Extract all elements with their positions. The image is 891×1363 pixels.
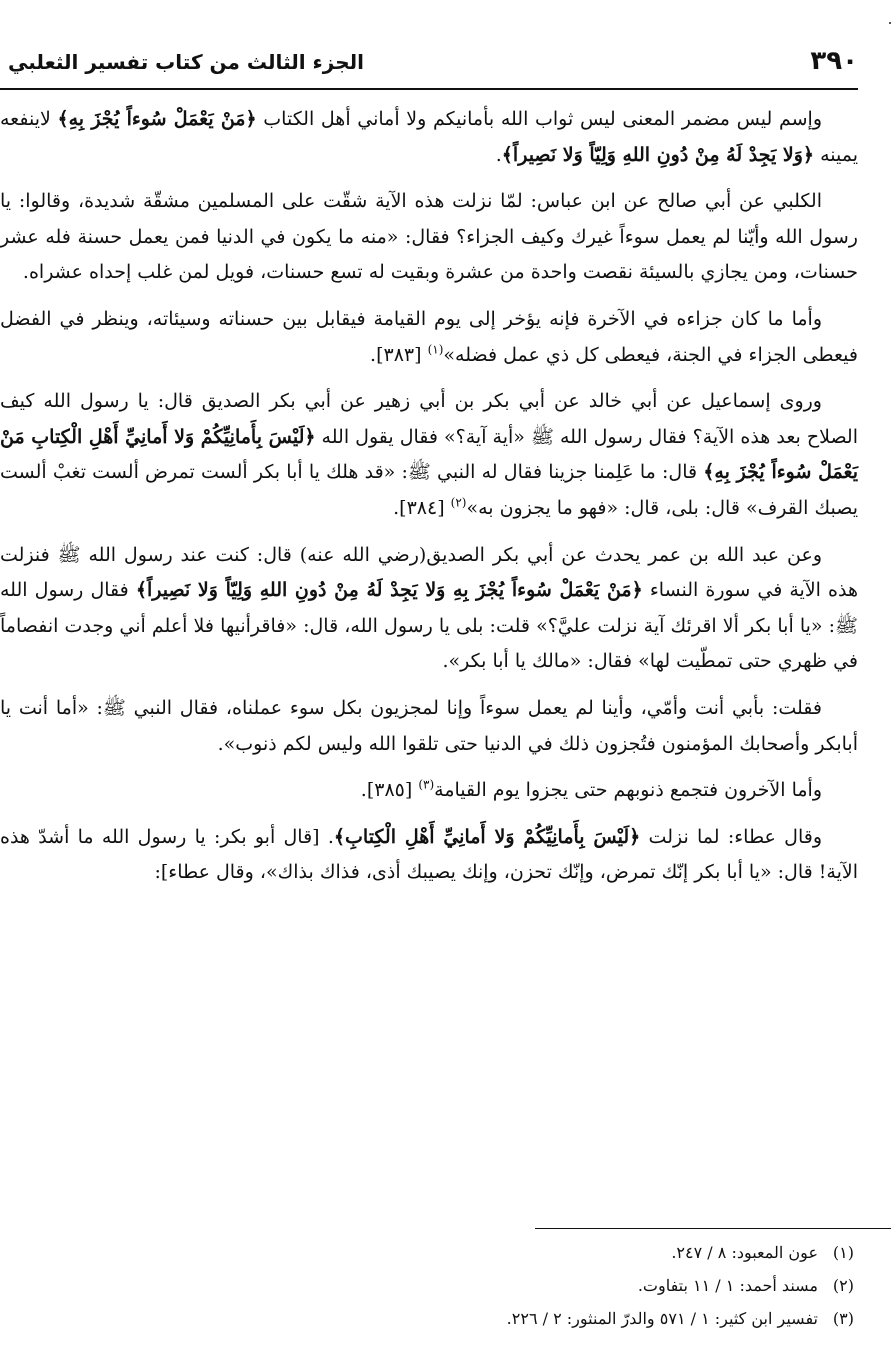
paragraph-text: [٣٨٤]. <box>393 496 451 519</box>
paragraph-text: . <box>495 143 502 166</box>
paragraph <box>0 102 858 173</box>
footnote-reference: (٣) <box>418 777 435 792</box>
footnote-rule <box>535 1228 891 1229</box>
paragraph-text: فقلت: بأبي أنت وأمّي، وأينا لم يعمل سوءاً وإنا لمجزيون بكل سوء عملناه، فقال النبي ﷺ: «أما أنت يا أبابكر وأصحابك المؤمنون فتُجزون ذلك في الدنيا حتى تلقوا الله وليس لكم ذنوب». <box>0 696 858 755</box>
paragraph <box>0 691 858 762</box>
running-title: الجزء الثالث من كتاب تفسير الثعلبي <box>8 50 365 74</box>
paragraph-text: [٣٨٣]. <box>370 343 428 366</box>
footnote <box>0 1302 858 1335</box>
paragraph-text: [٣٨٥]. <box>360 779 419 802</box>
paragraph-text: وإسم ليس مضمر المعنى ليس ثواب الله بأمانيكم ولا أماني أهل الكتاب <box>256 108 822 130</box>
footnote <box>0 1269 858 1302</box>
paragraph-text: قال: ما عَلِمنا جزينا فقال له النبي ﷺ: «قد هلك يا أبا بكر ألست تمرض ألست تغبْ ألست يصبك القرف» قال: بلى، قال: «فهو ما يجزون به» <box>0 461 858 519</box>
paragraph-text: فقال رسول الله ﷺ: «يا أبا بكر ألا اقرئك آية نزلت عليَّ؟» قلت: بلى يا رسول الله، قال: «فاقرأنيها فلا أعلم أني وجدت انفصاماً في ظهري حتى تمطّيت لها» فقال: «مالك يا أبا بكر». <box>0 579 858 673</box>
paragraph <box>0 773 858 809</box>
page-number: ٣٩٠ <box>810 46 858 76</box>
footnote-number: (٣) <box>832 1309 854 1328</box>
paragraph-text: . [قال أبو بكر: يا رسول الله ما أشدّ هذه الآية! قال: «يا أبا بكر إنّك تمرض، وإنّك تحزن، وإنك يصيبك أذى، فذاك بذاك»، وقال عطاء]: <box>0 825 858 884</box>
paragraph <box>0 538 858 680</box>
footnote-text: تفسير ابن كثير: ١ / ٥٧١ والدرّ المنثور: ٢ / ٢٢٦. <box>506 1309 818 1328</box>
quran-verse: ﴿لَيْسَ بِأَمانِيِّكُمْ وَلا أَمانِيِّ أَهْلِ الْكِتابِ﴾ <box>333 825 641 848</box>
paragraph-text: وأما الآخرون فتجمع ذنوبهم حتى يجزوا يوم القيامة <box>434 779 822 802</box>
paragraph <box>0 820 858 891</box>
quran-verse: ﴿مَنْ يَعْمَلْ سُوءاً يُجْزَ بِهِ وَلا يَجِدْ لَهُ مِنْ دُونِ اللهِ وَلِيّاً وَلا نَصِيراً﴾ <box>135 579 643 602</box>
body-text <box>0 102 858 902</box>
footnote-text: عون المعبود: ٨ / ٢٤٧. <box>671 1243 818 1262</box>
footnote-text: مسند أحمد: ١ / ١١ بتفاوت. <box>637 1276 818 1295</box>
footnote <box>0 1236 858 1269</box>
quran-verse: ﴿مَنْ يَعْمَلْ سُوءاً يُجْزَ بِهِ﴾ <box>57 108 257 130</box>
quran-verse: ﴿وَلا يَجِدْ لَهُ مِنْ دُونِ اللهِ وَلِيّاً وَلا نَصِيراً﴾ <box>501 143 815 166</box>
paragraph-text: لاينفعه يمينه <box>0 108 858 166</box>
footnote-number: (١) <box>832 1243 854 1262</box>
paragraph <box>0 302 858 373</box>
footnotes <box>0 1236 858 1335</box>
paragraph-text: الكلبي عن أبي صالح عن ابن عباس: لمّا نزلت هذه الآية شقّت على المسلمين مشقّة شديدة، وقالوا: يا رسول الله وأيّنا لم يعمل سوءاً غيرك وكيف الجزاء؟ فقال: «منه ما يكون في الدنيا فمن يعمل حسنة فله عشر حسنات، ومن يجازي بالسيئة نقصت واحدة من عشرة وبقيت له تسع حسنات، فويل لمن غلب إحداه عشراه. <box>0 190 858 284</box>
footnote-reference: (١) <box>427 342 444 357</box>
paragraph-text: وعن عبد الله بن عمر يحدث عن أبي بكر الصديق(رضي الله عنه) قال: كنت عند رسول الله ﷺ فنزلت هذه الآية في سورة النساء <box>0 543 859 602</box>
paragraph <box>0 184 858 291</box>
paragraph-text: وأما ما كان جزاءه في الآخرة فإنه يؤخر إلى يوم القيامة فيقابل بين حسناته وسيئاته، وينظر في الفضل فيعطى الجزاء في الجنة، فيعطى كل ذي عمل فضله» <box>0 307 858 366</box>
paragraph-text: وقال عطاء: لما نزلت <box>640 825 822 848</box>
footnote-number: (٢) <box>832 1276 854 1295</box>
header-rule <box>0 88 858 90</box>
page-header <box>0 40 858 84</box>
footnote-reference: (٢) <box>450 495 467 510</box>
paragraph <box>0 384 858 526</box>
paragraph-text: وروى إسماعيل عن أبي خالد عن أبي بكر بن أبي زهير عن أبي بكر الصديق قال: يا رسول الله كيف الصلاح بعد هذه الآية؟ فقال رسول الله ﷺ «أية آية؟» فقال يقول الله <box>0 390 858 448</box>
quran-verse: ﴿لَيْسَ بِأَمانِيِّكُمْ وَلا أَمانِيِّ أَهْلِ الْكِتابِ مَنْ يَعْمَلْ سُوءاً يُجْزَ بِهِ﴾ <box>0 425 858 484</box>
